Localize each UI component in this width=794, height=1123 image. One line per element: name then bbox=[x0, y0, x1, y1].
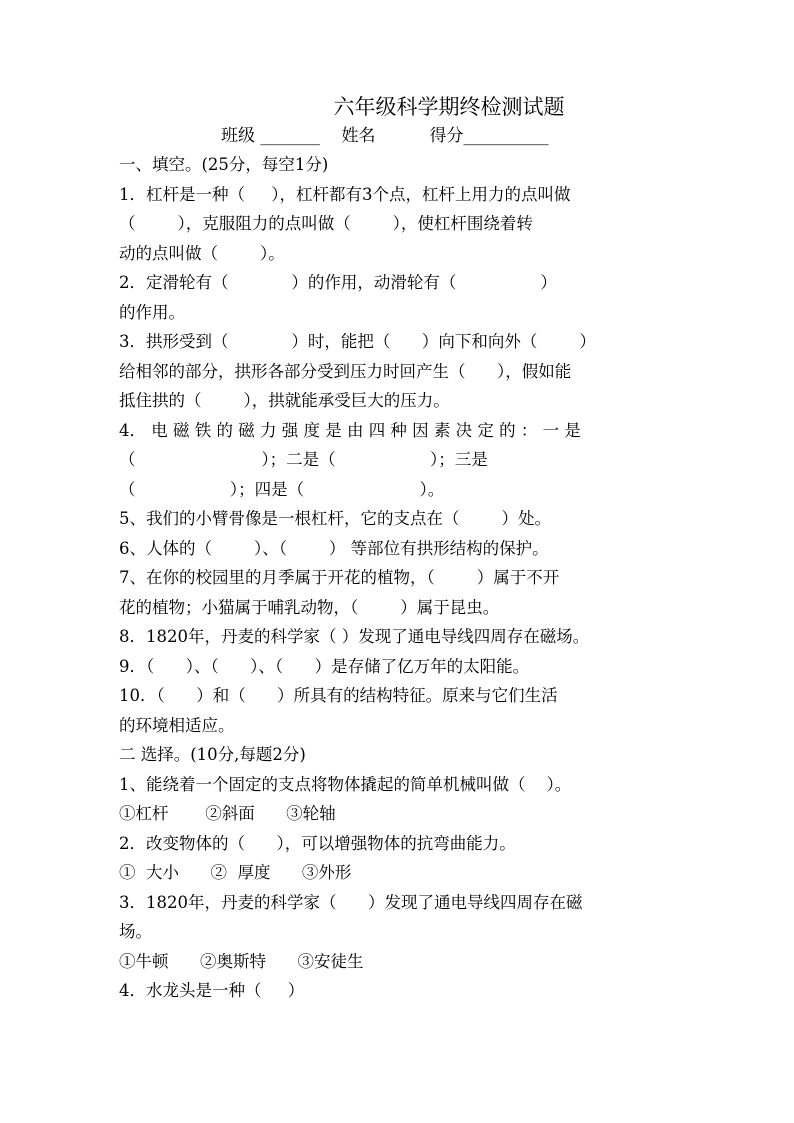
text-line: 花的植物；小猫属于哺乳动物，（ ）属于昆虫。 bbox=[119, 597, 500, 617]
text-line: 给相邻的部分，拱形各部分受到压力时回产生（ ），假如能 bbox=[119, 361, 572, 381]
text-line: 的作用。 bbox=[119, 302, 185, 322]
text-line: 6、人体的（ ）、（ ） 等部位有拱形结构的保护。 bbox=[119, 538, 549, 558]
text-line: 抵住拱的（ ），拱就能承受巨大的压力。 bbox=[119, 391, 450, 410]
question-list bbox=[119, 150, 719, 1006]
text-line: 的环境相适应。 bbox=[119, 715, 235, 735]
worksheet-page bbox=[119, 92, 719, 1006]
student-info-line: 班级 _______ 姓名 得分__________ bbox=[221, 126, 549, 146]
text-line: 二 选择。(10分,每题2分) bbox=[119, 745, 306, 764]
document-title: 六年级科学期终检测试题 bbox=[333, 95, 565, 119]
text-line: （ ）；二是（ ）；三是 bbox=[119, 450, 488, 469]
text-line: 1．杠杆是一种（ ），杠杆都有3个点，杠杆上用力的点叫做 bbox=[119, 184, 571, 204]
text-line: 9．（ ）、（ ）、（ ）是存储了亿万年的太阳能。 bbox=[119, 656, 530, 676]
text-line: 2．定滑轮有（ ）的作用，动滑轮有（ ） bbox=[119, 273, 557, 292]
text-line: （ ），克服阻力的点叫做（ ），使杠杆围绕着转 bbox=[119, 214, 533, 233]
text-line: 4．水龙头是一种（ ） bbox=[119, 981, 305, 1000]
text-line: ①杠杆 ②斜面 ③轮轴 bbox=[119, 804, 336, 823]
text-line: （ ）；四是（ ）。 bbox=[119, 479, 445, 499]
text-line: 2．改变物体的（ ），可以增强物体的抗弯曲能力。 bbox=[119, 833, 516, 853]
text-line: 5、我们的小臂骨像是一根杠杆，它的支点在（ ）处。 bbox=[119, 509, 551, 528]
text-line: 10．（ ）和（ ）所具有的结构特征。原来与它们生活 bbox=[119, 686, 558, 705]
text-line: ①牛顿 ②奥斯特 ③安徒生 bbox=[119, 951, 364, 971]
text-line: 3．拱形受到（ ）时，能把（ ）向下和向外（ ） bbox=[119, 332, 596, 351]
text-line: 7、在你的校园里的月季属于开花的植物，（ ）属于不开 bbox=[119, 568, 560, 587]
text-line: 一、填空。(25分，每空1分) bbox=[119, 155, 329, 174]
text-line: 1、能绕着一个固定的支点将物体撬起的简单机械叫做（ ）。 bbox=[119, 774, 572, 794]
text-line: 动的点叫做（ ）。 bbox=[119, 243, 285, 263]
text-line: 4． 电 磁 铁 的 磁 力 强 度 是 由 四 种 因 素 决 定 的 ： 一 是 bbox=[119, 420, 581, 440]
text-line: 场。 bbox=[119, 922, 152, 941]
text-line: 3．1820年，丹麦的科学家（ ）发现了通电导线四周存在磁 bbox=[119, 892, 583, 912]
text-line: 8．1820年，丹麦的科学家（ ）发现了通电导线四周存在磁场。 bbox=[119, 627, 590, 646]
text-line: ① 大小 ② 厚度 ③外形 bbox=[119, 863, 352, 882]
